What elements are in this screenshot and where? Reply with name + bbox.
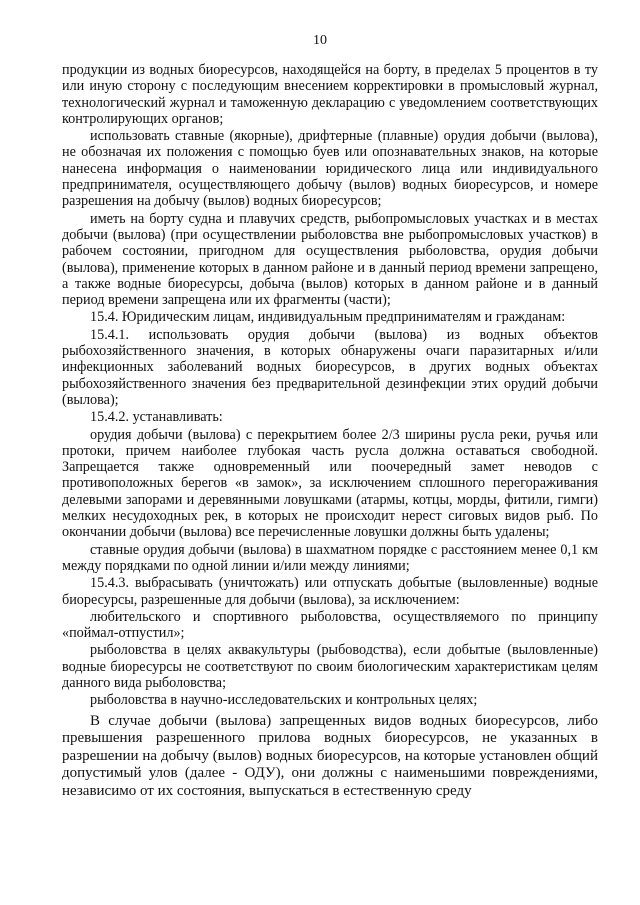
paragraph-staggered-gear: ставные орудия добычи (вылова) в шахматном порядке с расстоянием менее 0,1 км между порядками по одной линии и/или между линиями; <box>62 541 598 574</box>
paragraph-aquaculture: рыболовства в целях аквакультуры (рыбоводства), если добытые (выловленные) водные биоресурсы не соответствуют по своим биологическим характеристикам целям данного вида рыболовства; <box>62 642 598 691</box>
page-number: 10 <box>313 33 327 48</box>
paragraph-prohibited-gear-onboard: иметь на борту судна и плавучих средств, рыбопромысловых участках и в местах добычи (вылова) (при осуществлении рыболовства вне рыбопромысловых участков) в рабочем состоянии, пригодном для осуществления рыболовства, орудия добычи (вылова), применение которых в данном районе и в данный период времени запрещено, а также водные биоресурсы, добыча (вылов) которых в данном районе и в данный период времени запрещена или их фрагменты (части); <box>62 210 598 309</box>
section-15-4-heading: 15.4. Юридическим лицам, индивидуальным предпринимателям и гражданам: <box>90 309 566 326</box>
paragraph-anchored-gear: использовать ставные (якорные), дрифтерные (плавные) орудия добычи (вылова), не обозначая их положения с помощью буев или опознавательных знаков, на которые нанесена информация о наименовании юридического лица или индивидуального предпринимателя, осуществляющего добычу (вылов) водных биоресурсов, и номере разрешения на добычу (вылов) водных биоресурсов; <box>62 128 598 210</box>
paragraph-catch-and-release: любительского и спортивного рыболовства, осуществляемого по принципу «поймал-отпустил»; <box>62 608 598 642</box>
paragraph-research-fishing: рыболовства в научно-исследовательских и контрольных целях; <box>90 692 478 709</box>
section-15-4-3: 15.4.3. выбрасывать (уничтожать) или отпускать добытые (выловленные) водные биоресурсы, разрешенные для добычи (вылова), за исключением: <box>62 575 598 608</box>
paragraph-continuation: продукции из водных биоресурсов, находящейся на борту, в пределах 5 процентов в ту или иную сторону с последующим внесением корректировки в промысловый журнал, технологический журнал и таможенную декларацию с уведомлением соответствующих контролирующих органов; <box>62 62 598 127</box>
paragraph-prohibited-species-release: В случае добычи (вылова) запрещенных видов водных биоресурсов, либо превышения разрешенного прилова водных биоресурсов, не указанных в разрешении на добычу (вылов) водных биоресурсов, на которые установлен общий допустимый улов (далее - ОДУ), они должны с наименьшими повреждениями, независимо от их состояния, выпускаться в естественную среду <box>62 712 598 799</box>
paragraph-river-blocking: орудия добычи (вылова) с перекрытием более 2/3 ширины русла реки, ручья или протоки, причем наиболее глубокая часть русла должна оставаться свободной. Запрещается также одновременный или поочередный замет неводов с противоположных берегов «в замок», за исключением сплошного перегораживания делевыми запорами и деревянными ловушками (атармы, котцы, морды, фитили, гимги) мелких несудоходных рек, в которых не происходит нерест сиговых видов рыб. По окончании добычи (вылова) все перечисленные ловушки должны быть удалены; <box>62 426 598 541</box>
section-15-4-1: 15.4.1. использовать орудия добычи (вылова) из водных объектов рыбохозяйственного значения, в которых обнаружены очаги паразитарных и/или инфекционных заболеваний водных биоресурсов, в других водных объектах рыбохозяйственного значения без предварительной дезинфекции этих орудий добычи (вылова); <box>62 326 598 408</box>
section-15-4-2: 15.4.2. устанавливать: <box>90 409 223 426</box>
document-body <box>62 62 598 802</box>
